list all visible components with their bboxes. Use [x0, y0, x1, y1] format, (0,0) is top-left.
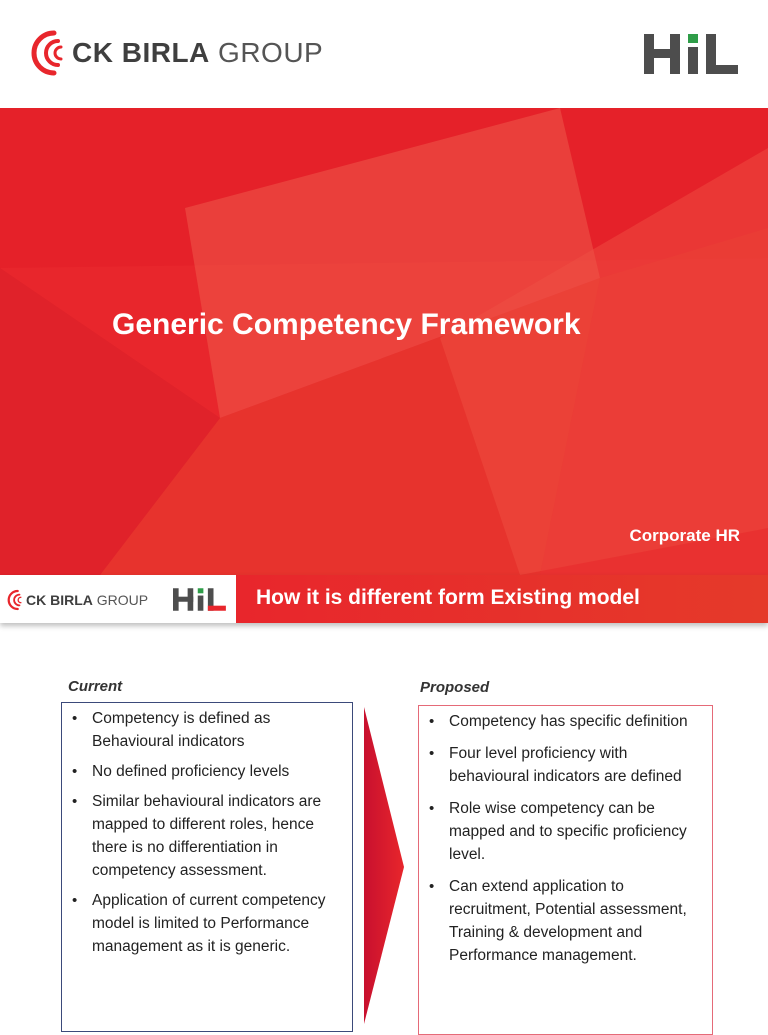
- slide-header: [0, 0, 768, 108]
- list-item: • Role wise competency can be mapped and to specific proficiency level.: [423, 797, 704, 866]
- slide-heading: How it is different form Existing model: [256, 586, 640, 609]
- list-item: • No defined proficiency levels: [66, 760, 344, 783]
- comparison-slide: [0, 575, 768, 1024]
- presentation-subtitle: Corporate HR: [629, 526, 740, 545]
- proposed-column-label: Proposed: [420, 679, 490, 696]
- hil-logo-icon: [644, 30, 740, 78]
- list-item: • Can extend application to recruitment, Potential assessment, Training & development and Performance management.: [423, 875, 704, 967]
- list-item: • Four level proficiency with behavioural indicators are defined: [423, 742, 704, 788]
- chevron-right-arrow-icon: [364, 707, 404, 1024]
- slide-heading-band: [236, 575, 768, 623]
- proposed-model-list: [423, 710, 704, 967]
- current-column-label: Current: [68, 678, 123, 695]
- logo-strip: [0, 575, 236, 623]
- list-item: • Competency is defined as Behavioural indicators: [66, 707, 344, 753]
- ck-birla-swirl-icon: [28, 27, 68, 79]
- proposed-model-box: [418, 705, 713, 1035]
- hil-logo-icon: [172, 586, 228, 613]
- list-item: • Application of current competency model is limited to Performance management as it is generic.: [66, 889, 344, 958]
- ck-birla-swirl-icon: [6, 588, 24, 612]
- presentation-title: Generic Competency Framework: [112, 308, 581, 341]
- ck-birla-group-logo: [6, 588, 148, 612]
- current-model-list: [66, 707, 344, 958]
- ck-birla-wordmark: CK BIRLA GROUP: [72, 37, 324, 68]
- list-item: • Competency has specific definition: [423, 710, 704, 733]
- ck-birla-group-logo: [28, 26, 323, 80]
- slide-title-bar: [0, 575, 768, 623]
- current-model-box: [61, 702, 353, 1032]
- ck-birla-wordmark: CK BIRLA GROUP: [26, 592, 149, 608]
- list-item: • Similar behavioural indicators are mapped to different roles, hence there is no differentiation in competency assessment.: [66, 790, 344, 882]
